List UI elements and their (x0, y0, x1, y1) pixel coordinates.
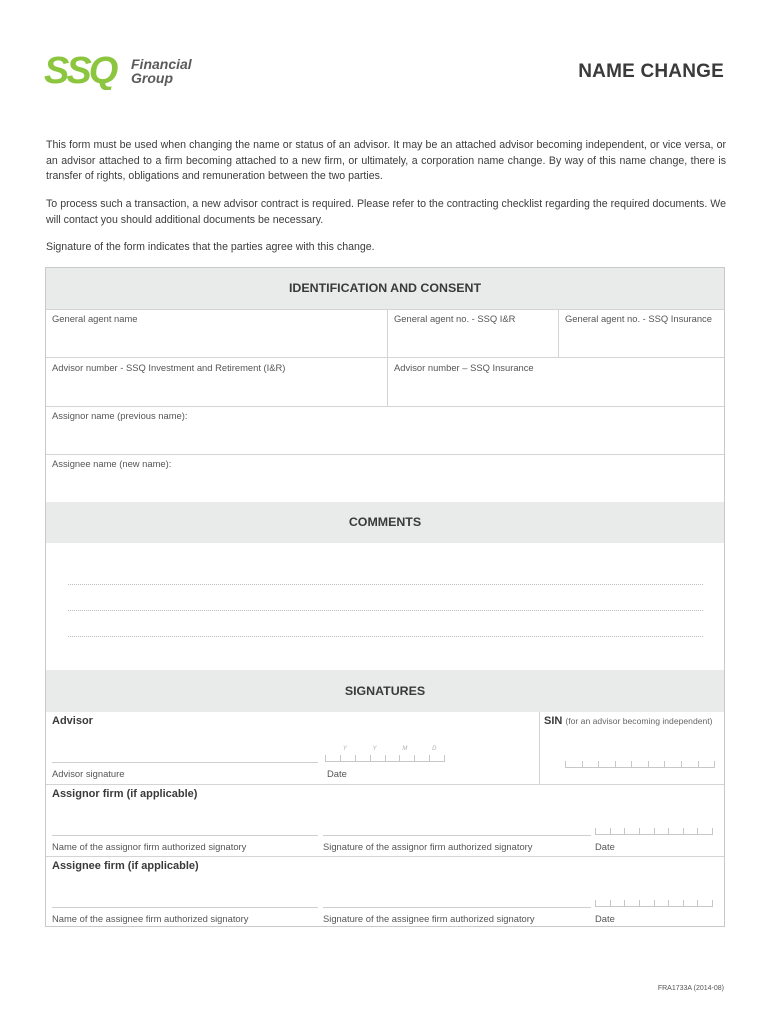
comment-line[interactable] (68, 610, 703, 611)
assignor-name-label: Name of the assignor firm authorized signatory (52, 841, 247, 852)
assignor-name-field[interactable]: Assignor name (previous name): (52, 410, 188, 421)
ssq-logo-mark-text: SSQ (44, 50, 116, 90)
intro-paragraph-1: This form must be used when changing the name or status of an advisor. It may be an attached advisor becoming independent, or vice versa, or an advisor attached to a firm becoming attached to a new firm, or ultimately, a corporation name change. By way of this name change, there is transfer of rights, obligations and remuneration between the two parties. (46, 139, 726, 182)
assignor-signature-line[interactable] (323, 835, 591, 836)
divider (46, 357, 724, 358)
date-box[interactable] (654, 828, 669, 835)
date-hint: M (402, 746, 408, 752)
date-box[interactable] (610, 900, 625, 907)
date-box[interactable] (683, 828, 698, 835)
date-box[interactable] (595, 900, 610, 907)
page-title: NAME CHANGE (578, 61, 724, 82)
date-box[interactable] (697, 900, 713, 907)
assignee-section-title: Assignee firm (if applicable) (52, 860, 199, 872)
date-box[interactable] (668, 900, 683, 907)
date-box[interactable] (668, 828, 683, 835)
advisor-number-ir-field[interactable]: Advisor number - SSQ Investment and Retirement (I&R) (52, 362, 286, 373)
sin-box[interactable] (615, 761, 632, 768)
assignee-name-label: Name of the assignee firm authorized signatory (52, 913, 249, 924)
divider (46, 454, 724, 455)
date-box[interactable] (414, 755, 429, 762)
assignor-signature-label: Signature of the assignor firm authorized signatory (323, 841, 533, 852)
date-hint: Y (342, 746, 347, 752)
date-box[interactable] (639, 900, 654, 907)
advisor-date-boxes[interactable] (325, 748, 445, 762)
sin-box[interactable] (582, 761, 599, 768)
assignee-date-label: Date (595, 913, 615, 924)
ssq-logo (44, 50, 204, 94)
sin-section-title (544, 715, 713, 727)
divider (558, 309, 559, 357)
logo-line-group: Group (131, 70, 173, 86)
sin-boxes[interactable] (565, 754, 715, 768)
logo-company-name (131, 57, 192, 85)
logo-line-financial: Financial (131, 56, 192, 72)
assignee-name-field[interactable]: Assignee name (new name): (52, 458, 172, 469)
advisor-section-title: Advisor (52, 715, 93, 727)
date-box[interactable] (624, 828, 639, 835)
date-box[interactable] (429, 746, 445, 762)
intro-paragraph-2: To process such a transaction, a new advisor contract is required. Please refer to the contracting checklist regarding the required documents. We will contact you should additional documents be necessary. (46, 198, 726, 226)
divider (539, 712, 540, 784)
assignor-date-label: Date (595, 841, 615, 852)
date-hint: Y (372, 746, 377, 752)
identification-header: IDENTIFICATION AND CONSENT (46, 268, 724, 309)
date-hint: D (432, 746, 437, 752)
sin-note: (for an advisor becoming independent) (565, 716, 713, 726)
ssq-logo-mark (44, 50, 128, 90)
date-box[interactable] (683, 900, 698, 907)
date-box[interactable] (624, 900, 639, 907)
intro-paragraph-3: Signature of the form indicates that the parties agree with this change. (46, 241, 375, 253)
general-agent-no-ir-field[interactable]: General agent no. - SSQ I&R (394, 313, 516, 324)
divider (46, 309, 724, 310)
sin-box[interactable] (631, 761, 648, 768)
advisor-date-label: Date (327, 768, 347, 779)
sin-box[interactable] (648, 761, 665, 768)
assignee-date-boxes[interactable] (595, 893, 713, 907)
comments-header: COMMENTS (46, 502, 724, 543)
date-box[interactable] (385, 755, 400, 762)
assignee-signature-label: Signature of the assignee firm authorized signatory (323, 913, 535, 924)
sin-box[interactable] (598, 761, 615, 768)
divider (46, 784, 724, 785)
date-box[interactable] (654, 900, 669, 907)
date-box[interactable] (610, 828, 625, 835)
date-box[interactable] (355, 755, 370, 762)
advisor-number-insurance-field[interactable]: Advisor number – SSQ Insurance (394, 362, 534, 373)
general-agent-name-field[interactable]: General agent name (52, 313, 138, 324)
date-box[interactable] (639, 828, 654, 835)
advisor-signature-line[interactable] (52, 762, 318, 763)
sin-label: SIN (544, 715, 563, 727)
assignor-date-boxes[interactable] (595, 821, 713, 835)
sin-box[interactable] (681, 761, 698, 768)
general-agent-no-insurance-field[interactable]: General agent no. - SSQ Insurance (565, 313, 712, 324)
date-box[interactable] (340, 746, 355, 762)
divider (46, 856, 724, 857)
divider (46, 406, 724, 407)
assignor-section-title: Assignor firm (if applicable) (52, 788, 198, 800)
date-box[interactable] (325, 755, 340, 762)
comment-line[interactable] (68, 584, 703, 585)
advisor-signature-label: Advisor signature (52, 768, 125, 779)
name-change-form (45, 267, 725, 927)
date-box[interactable] (399, 746, 414, 762)
signatures-header: SIGNATURES (46, 670, 724, 712)
date-box[interactable] (370, 746, 385, 762)
assignee-name-line[interactable] (52, 907, 318, 908)
date-box[interactable] (595, 828, 610, 835)
sin-box[interactable] (565, 761, 582, 768)
comment-line[interactable] (68, 636, 703, 637)
date-box[interactable] (697, 828, 713, 835)
assignor-name-line[interactable] (52, 835, 318, 836)
sin-box[interactable] (698, 761, 716, 768)
form-code: FRA1733A (2014-08) (657, 985, 724, 992)
assignee-signature-line[interactable] (323, 907, 591, 908)
sin-box[interactable] (664, 761, 681, 768)
